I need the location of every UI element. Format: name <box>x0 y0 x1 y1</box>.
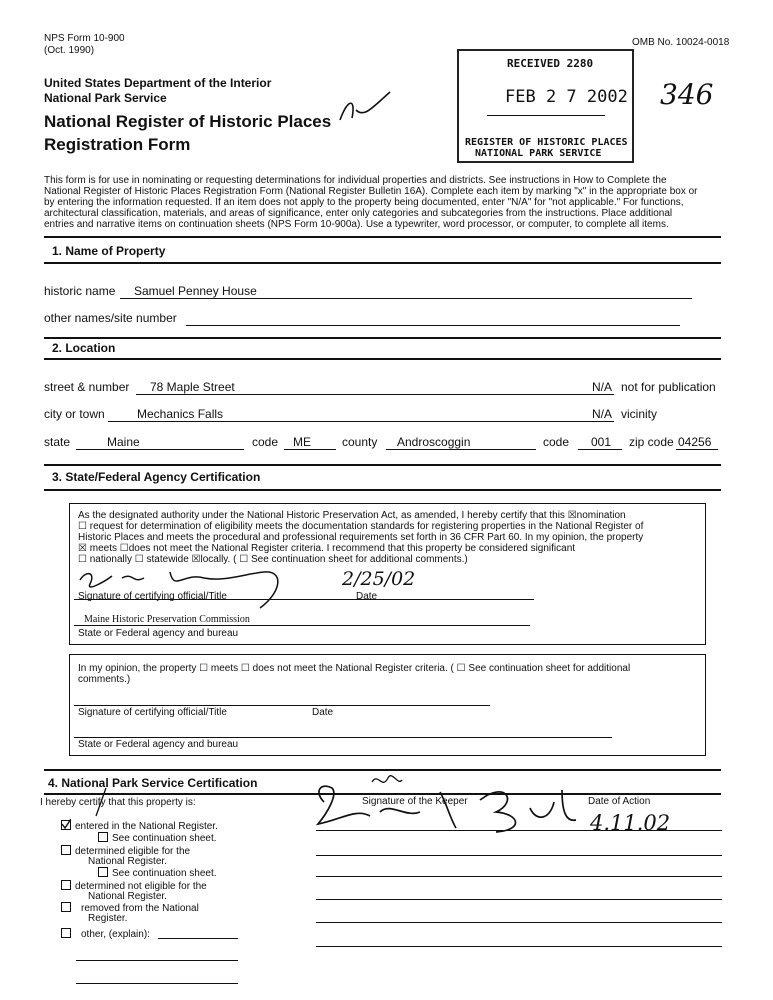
other-explain-line[interactable] <box>158 938 238 939</box>
handwritten-slash-icon <box>92 786 108 820</box>
instructions-line5: entries and narrative items on continuation sheets (NPS Form 10-900a). Use a typewriter, word processor, or computer, to complete all items. <box>44 219 669 230</box>
other-checkbox[interactable] <box>61 928 71 938</box>
keeper-line-2 <box>316 855 722 856</box>
state-code-value[interactable]: ME <box>293 435 311 449</box>
cert-line4: ☒ meets ☐does not meet the National Register criteria. I recommend that this property be considered significant <box>78 543 576 554</box>
keeper-signature-icon <box>310 772 580 842</box>
not-for-publication-label: not for publication <box>621 380 716 394</box>
form-date: (Oct. 1990) <box>44 45 95 56</box>
signature-label: Signature of certifying official/Title <box>78 591 227 602</box>
keeper-label: Signature of the Keeper <box>362 796 468 807</box>
action-date-value: 4.11.02 <box>590 811 671 835</box>
handwritten-number: 346 <box>660 78 714 111</box>
county-label: county <box>342 435 378 449</box>
keeper-line-5 <box>316 922 722 923</box>
entered-checkbox[interactable] <box>61 820 71 830</box>
city-label: city or town <box>44 407 105 421</box>
stamp-received: RECEIVED 2280 <box>507 57 594 70</box>
option-removed[interactable] <box>61 902 199 914</box>
not-eligible-checkbox[interactable] <box>61 880 71 890</box>
option-eligible-label: determined eligible for the <box>75 846 191 857</box>
section2-heading: 2. Location <box>52 341 116 355</box>
date-label: Date <box>356 591 378 602</box>
certify-label: I hereby certify that this property is: <box>40 797 196 808</box>
vicinity-value[interactable]: N/A <box>592 407 613 421</box>
vicinity-label: vicinity <box>621 407 658 421</box>
service-line: National Park Service <box>44 91 167 105</box>
department-line: United States Department of the Interior <box>44 76 272 90</box>
continuation-checkbox-2[interactable] <box>98 867 108 877</box>
state-certification-box <box>69 503 706 645</box>
action-date-label: Date of Action <box>588 796 651 807</box>
section4-heading: 4. National Park Service Certification <box>48 776 258 790</box>
state-value[interactable]: Maine <box>107 435 140 449</box>
state-code-label: code <box>252 435 279 449</box>
stamp-nps: NATIONAL PARK SERVICE <box>475 148 602 159</box>
option-removed-line2: Register. <box>88 913 128 924</box>
instructions-line3: by entering the information requested. If an item does not apply to the property being documented, enter "N/A" for "not applicable." For functions, <box>44 197 684 208</box>
section3-heading: 3. State/Federal Agency Certification <box>52 470 261 484</box>
zip-value[interactable]: 04256 <box>678 435 712 449</box>
continuation-checkbox-1[interactable] <box>98 832 108 842</box>
eligible-checkbox[interactable] <box>61 845 71 855</box>
cert-line3: Historic Places and meets the procedural and professional requirements set forth in 36 CFR Part 60. In my opinion, the property <box>78 532 644 543</box>
county-code-label: code <box>543 435 570 449</box>
certifying-signature-icon <box>74 562 314 614</box>
section1-heading: 1. Name of Property <box>52 244 166 258</box>
instructions-line4: architectural classification, materials, and areas of significance, enter only categories and subcategories from the instructions. Place additional <box>44 208 673 219</box>
option-eligible-line2: National Register. <box>88 856 167 867</box>
option-entered-continuation[interactable] <box>98 832 217 844</box>
signature2-label: Signature of certifying official/Title <box>78 707 227 718</box>
agency-label: State or Federal agency and bureau <box>78 628 239 639</box>
street-label: street & number <box>44 380 130 394</box>
option-not-eligible-line2: National Register. <box>88 891 167 902</box>
date2-label: Date <box>312 707 334 718</box>
city-value[interactable]: Mechanics Falls <box>137 407 224 421</box>
county-code-value[interactable]: 001 <box>591 435 612 449</box>
not-for-publication-value[interactable]: N/A <box>592 380 613 394</box>
continuation-label-2: See continuation sheet. <box>112 868 217 879</box>
option-entered-label: entered in the National Register. <box>75 821 218 832</box>
instructions-line1: This form is for use in nominating or requesting determinations for individual properties and districts. See instructions in How to Complete the <box>44 175 667 186</box>
handwritten-initials-icon <box>334 88 394 133</box>
zip-label: zip code <box>629 435 674 449</box>
stamp-date: FEB 2 7 2002 <box>505 87 628 107</box>
historic-name-label: historic name <box>44 284 116 298</box>
historic-name-value[interactable]: Samuel Penney House <box>134 284 257 298</box>
agency-value: Maine Historic Preservation Commission <box>84 614 250 625</box>
keeper-line-6 <box>316 946 722 947</box>
cert-line5: ☐ nationally ☐ statewide ☒locally. ( ☐ See continuation sheet for additional comments.) <box>78 554 468 565</box>
option-not-eligible-label: determined not eligible for the <box>75 881 207 892</box>
omb-number: OMB No. 10024-0018 <box>632 37 730 48</box>
county-value[interactable]: Androscoggin <box>397 435 471 449</box>
form-title: National Register of Historic Places <box>44 112 332 131</box>
certifying-date-value: 2/25/02 <box>342 568 416 590</box>
option-removed-label: removed from the National <box>81 903 199 914</box>
other-names-label: other names/site number <box>44 311 177 325</box>
opinion-line2: comments.) <box>78 674 131 685</box>
option-entered[interactable] <box>61 820 218 832</box>
checkmark-icon <box>61 819 71 829</box>
commenting-official-box <box>69 654 706 756</box>
continuation-label-1: See continuation sheet. <box>112 833 217 844</box>
form-number: NPS Form 10-900 <box>44 33 125 44</box>
opinion-line1: In my opinion, the property ☐ meets ☐ does not meet the National Register criteria. ( ☐ See continuation sheet for additional <box>78 663 631 674</box>
cert-line2: ☐ request for determination of eligibility meets the documentation standards for registering properties in the National Register of <box>78 521 644 532</box>
received-stamp <box>457 49 634 163</box>
state-label: state <box>44 435 71 449</box>
option-other[interactable] <box>61 928 150 940</box>
form-subtitle: Registration Form <box>44 135 191 154</box>
keeper-line-4 <box>316 899 722 900</box>
other-explain-line3[interactable] <box>76 983 238 984</box>
agency2-label: State or Federal agency and bureau <box>78 739 239 750</box>
street-value[interactable]: 78 Maple Street <box>150 380 235 394</box>
instructions-line2: National Register of Historic Places Registration Form (National Register Bulletin 16A). Complete each item by marking "x" in the appropriate box or <box>44 186 698 197</box>
cert-line1: As the designated authority under the National Historic Preservation Act, as amended, I hereby certify that this ☒nomination <box>78 510 626 521</box>
option-other-label: other, (explain): <box>81 929 150 940</box>
stamp-register: REGISTER OF HISTORIC PLACES <box>465 137 628 148</box>
removed-checkbox[interactable] <box>61 902 71 912</box>
option-eligible-continuation[interactable] <box>98 867 217 879</box>
keeper-line-1 <box>316 830 722 831</box>
other-explain-line2[interactable] <box>76 960 238 961</box>
keeper-line-3 <box>316 876 722 877</box>
